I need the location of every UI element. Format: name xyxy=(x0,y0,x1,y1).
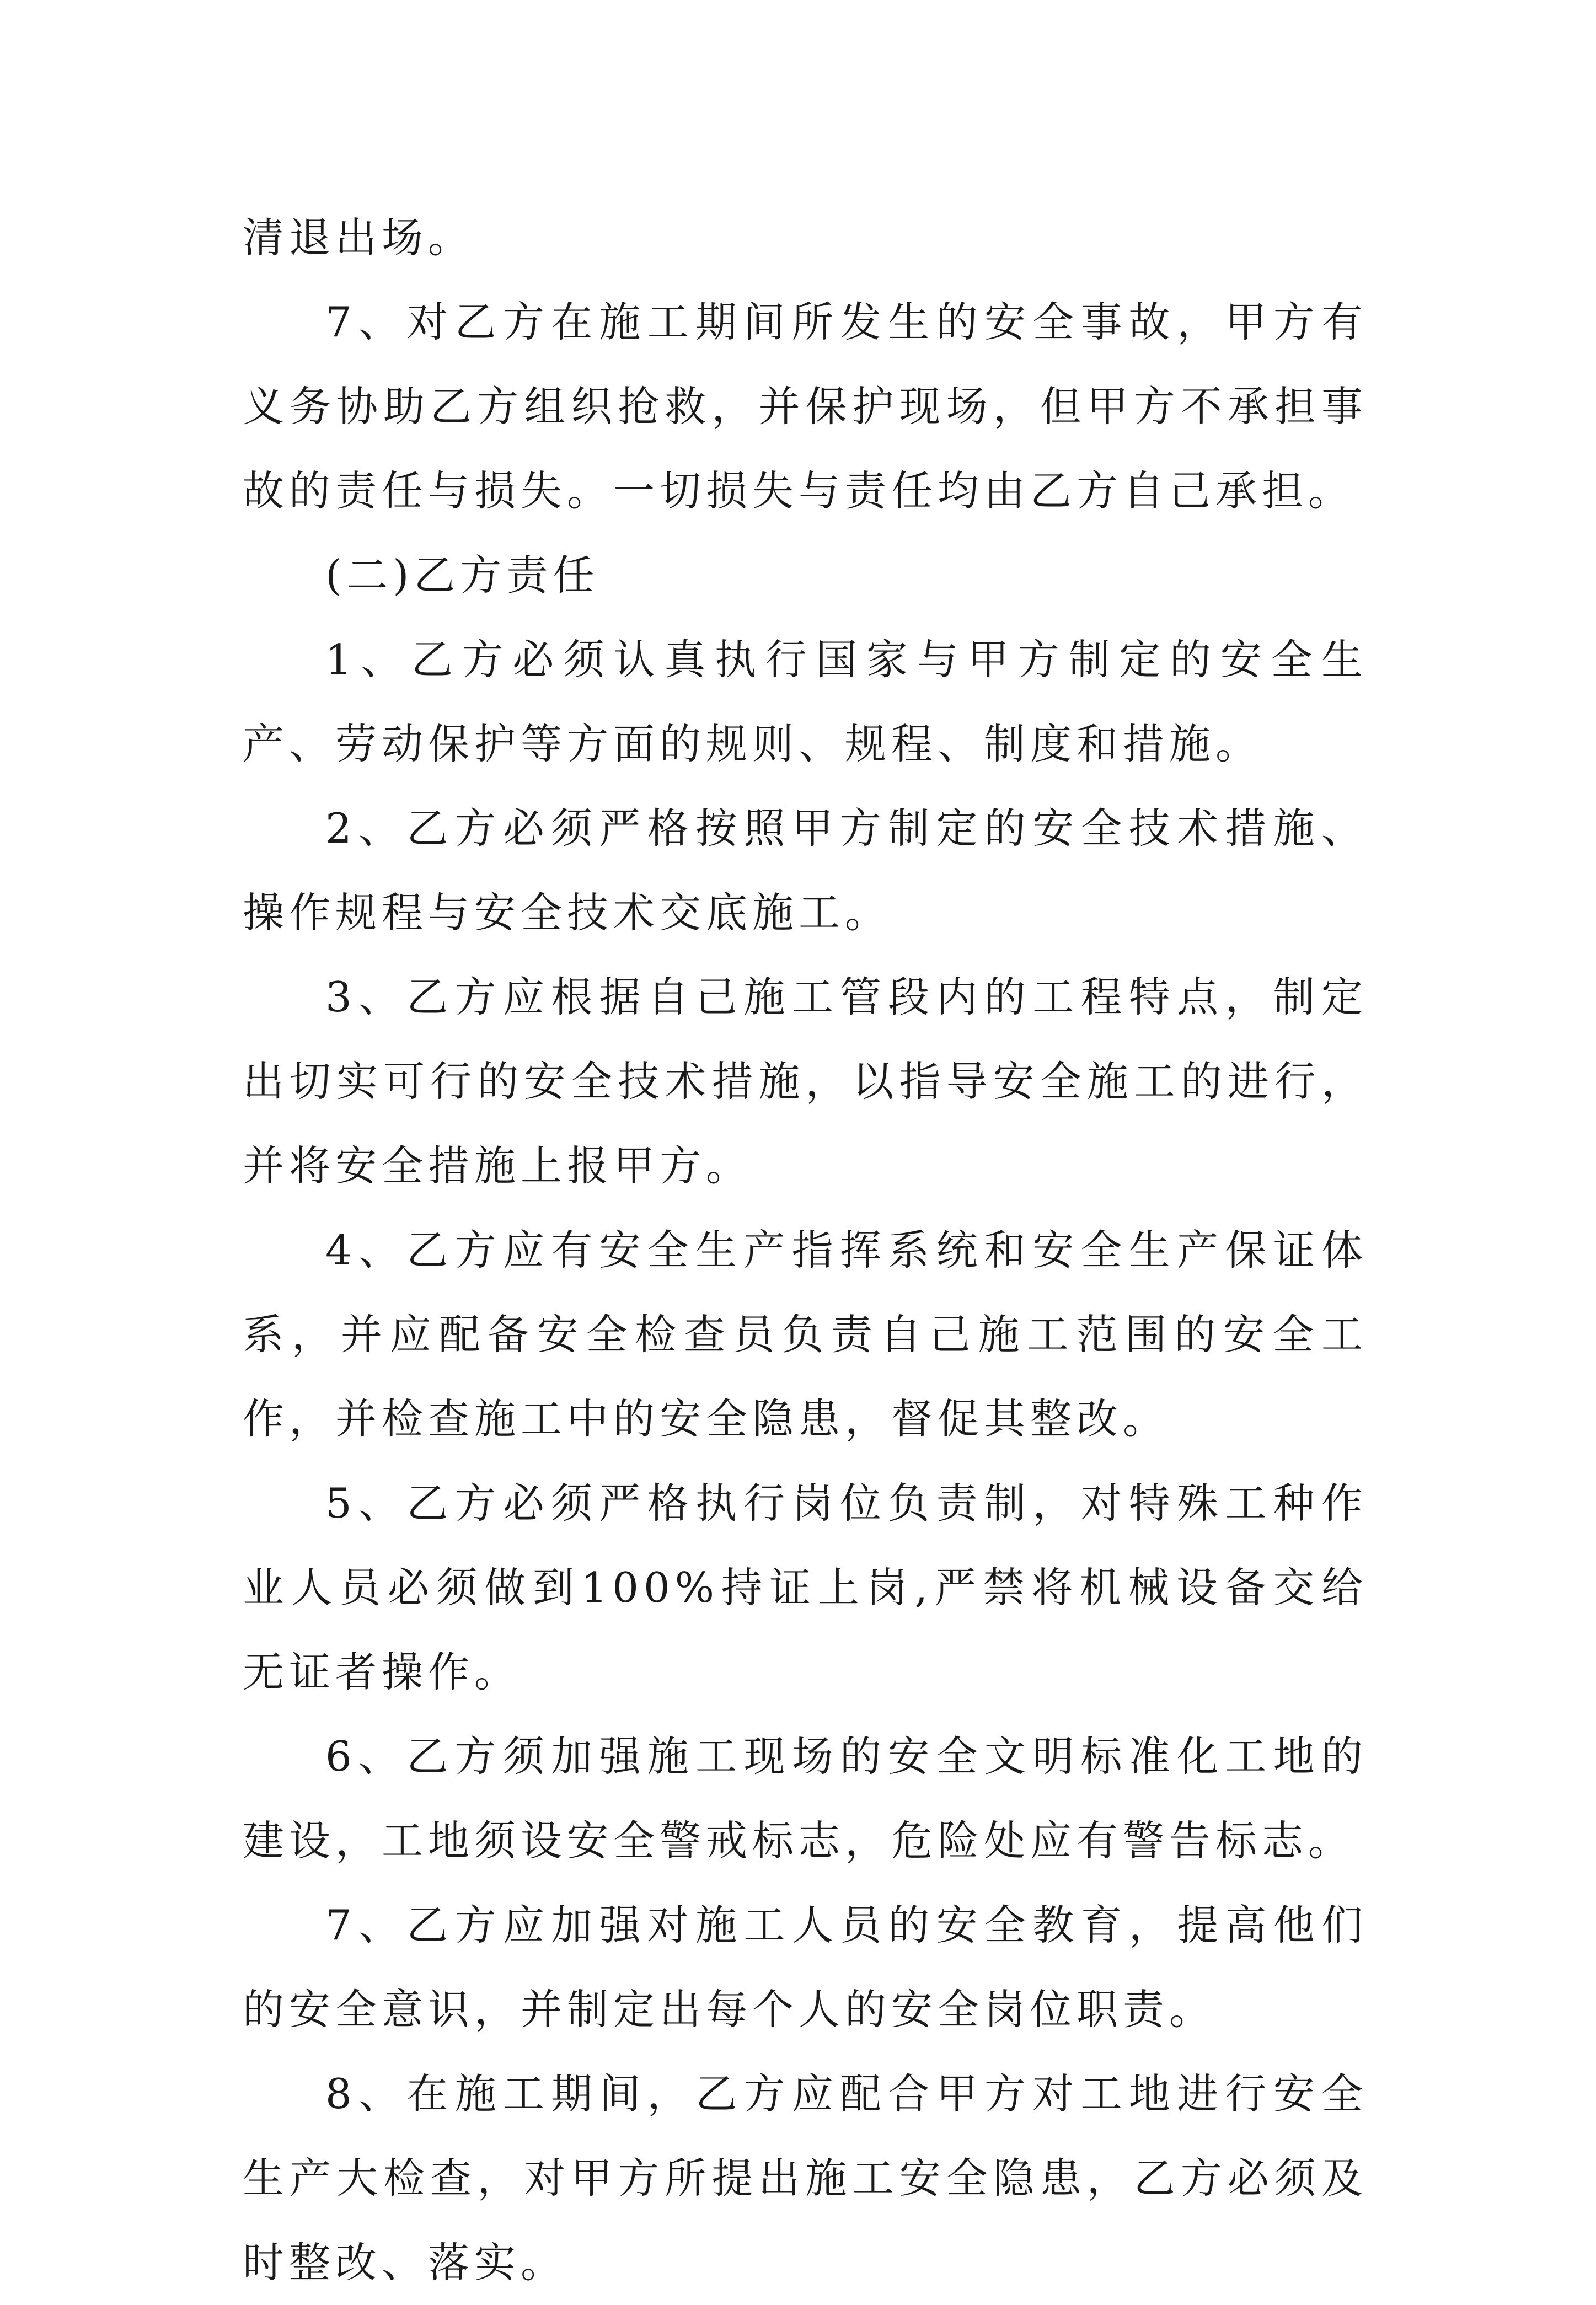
paragraph-party-b-item-1: 1、乙方必须认真执行国家与甲方制定的安全生产、劳动保护等方面的规则、规程、制度和措施。 xyxy=(243,635,1368,768)
paragraph-party-b-item-2: 2、乙方必须严格按照甲方制定的安全技术措施、操作规程与安全技术交底施工。 xyxy=(243,804,1368,937)
paragraph-party-b-item-3: 3、乙方应根据自己施工管段内的工程特点，制定出切实可行的安全技术措施，以指导安全施工的进行，并将安全措施上报甲方。 xyxy=(243,973,1368,1190)
paragraph-party-b-item-5: 5、乙方必须严格执行岗位负责制，对特殊工种作业人员必须做到100%持证上岗,严禁将机械设备交给无证者操作。 xyxy=(243,1479,1368,1696)
paragraph-party-b-item-6: 6、乙方须加强施工现场的安全文明标准化工地的建设，工地须设安全警戒标志，危险处应有警告标志。 xyxy=(243,1732,1368,1865)
paragraph-party-b-item-4: 4、乙方应有安全生产指挥系统和安全生产保证体系，并应配备安全检查员负责自己施工范围的安全工作，并检查施工中的安全隐患，督促其整改。 xyxy=(243,1226,1368,1443)
document-page xyxy=(243,196,1368,2305)
paragraph-party-b-item-8: 8、在施工期间，乙方应配合甲方对工地进行安全生产大检查，对甲方所提出施工安全隐患，乙方必须及时整改、落实。 xyxy=(243,2070,1368,2287)
section-heading-party-b-responsibility: (二)乙方责任 xyxy=(325,551,599,599)
paragraph-party-b-item-7: 7、乙方应加强对施工人员的安全教育，提高他们的安全意识，并制定出每个人的安全岗位职责。 xyxy=(243,1901,1368,2034)
paragraph-party-a-item-7: 7、对乙方在施工期间所发生的安全事故，甲方有义务协助乙方组织抢救，并保护现场，但甲方不承担事故的责任与损失。一切损失与责任均由乙方自己承担。 xyxy=(243,298,1368,515)
paragraph-cleanup-exit: 清退出场。 xyxy=(243,213,475,262)
